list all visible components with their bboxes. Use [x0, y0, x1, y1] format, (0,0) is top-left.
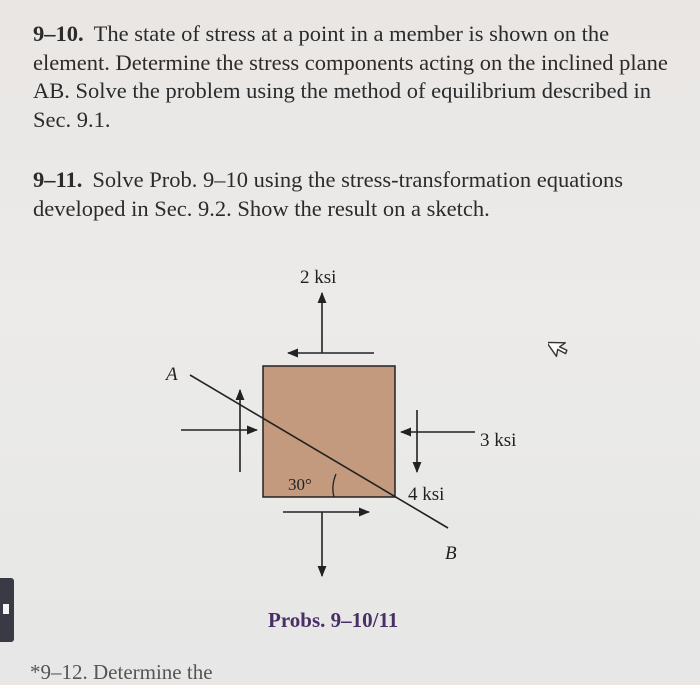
- side-tab-handle: [3, 604, 9, 614]
- stress-element: [263, 366, 395, 497]
- point-b-label: B: [445, 543, 457, 564]
- problem-text: The state of stress at a point in a member is shown on the element. Determine the stress components acting on the inclined plane AB. Solve the problem using the method of equilibrium described in Sec. 9.1.: [33, 21, 668, 132]
- top-stress-label: 2 ksi: [300, 267, 337, 288]
- figure-caption: Probs. 9–10/11: [268, 608, 399, 632]
- problem-text: Solve Prob. 9–10 using the stress-transformation equations developed in Sec. 9.2. Show the result on a sketch.: [33, 167, 623, 221]
- angle-label: 30°: [288, 475, 312, 494]
- side-tab[interactable]: [0, 578, 14, 642]
- shear-stress-label: 4 ksi: [408, 484, 445, 505]
- problem-number: 9–10.: [33, 21, 84, 46]
- problem-number: 9–11.: [33, 167, 83, 192]
- right-stress-label: 3 ksi: [480, 430, 517, 451]
- next-problem-partial: *9–12. Determine the: [30, 660, 213, 684]
- mouse-pointer-icon: [548, 333, 570, 359]
- point-a-label: A: [166, 364, 178, 385]
